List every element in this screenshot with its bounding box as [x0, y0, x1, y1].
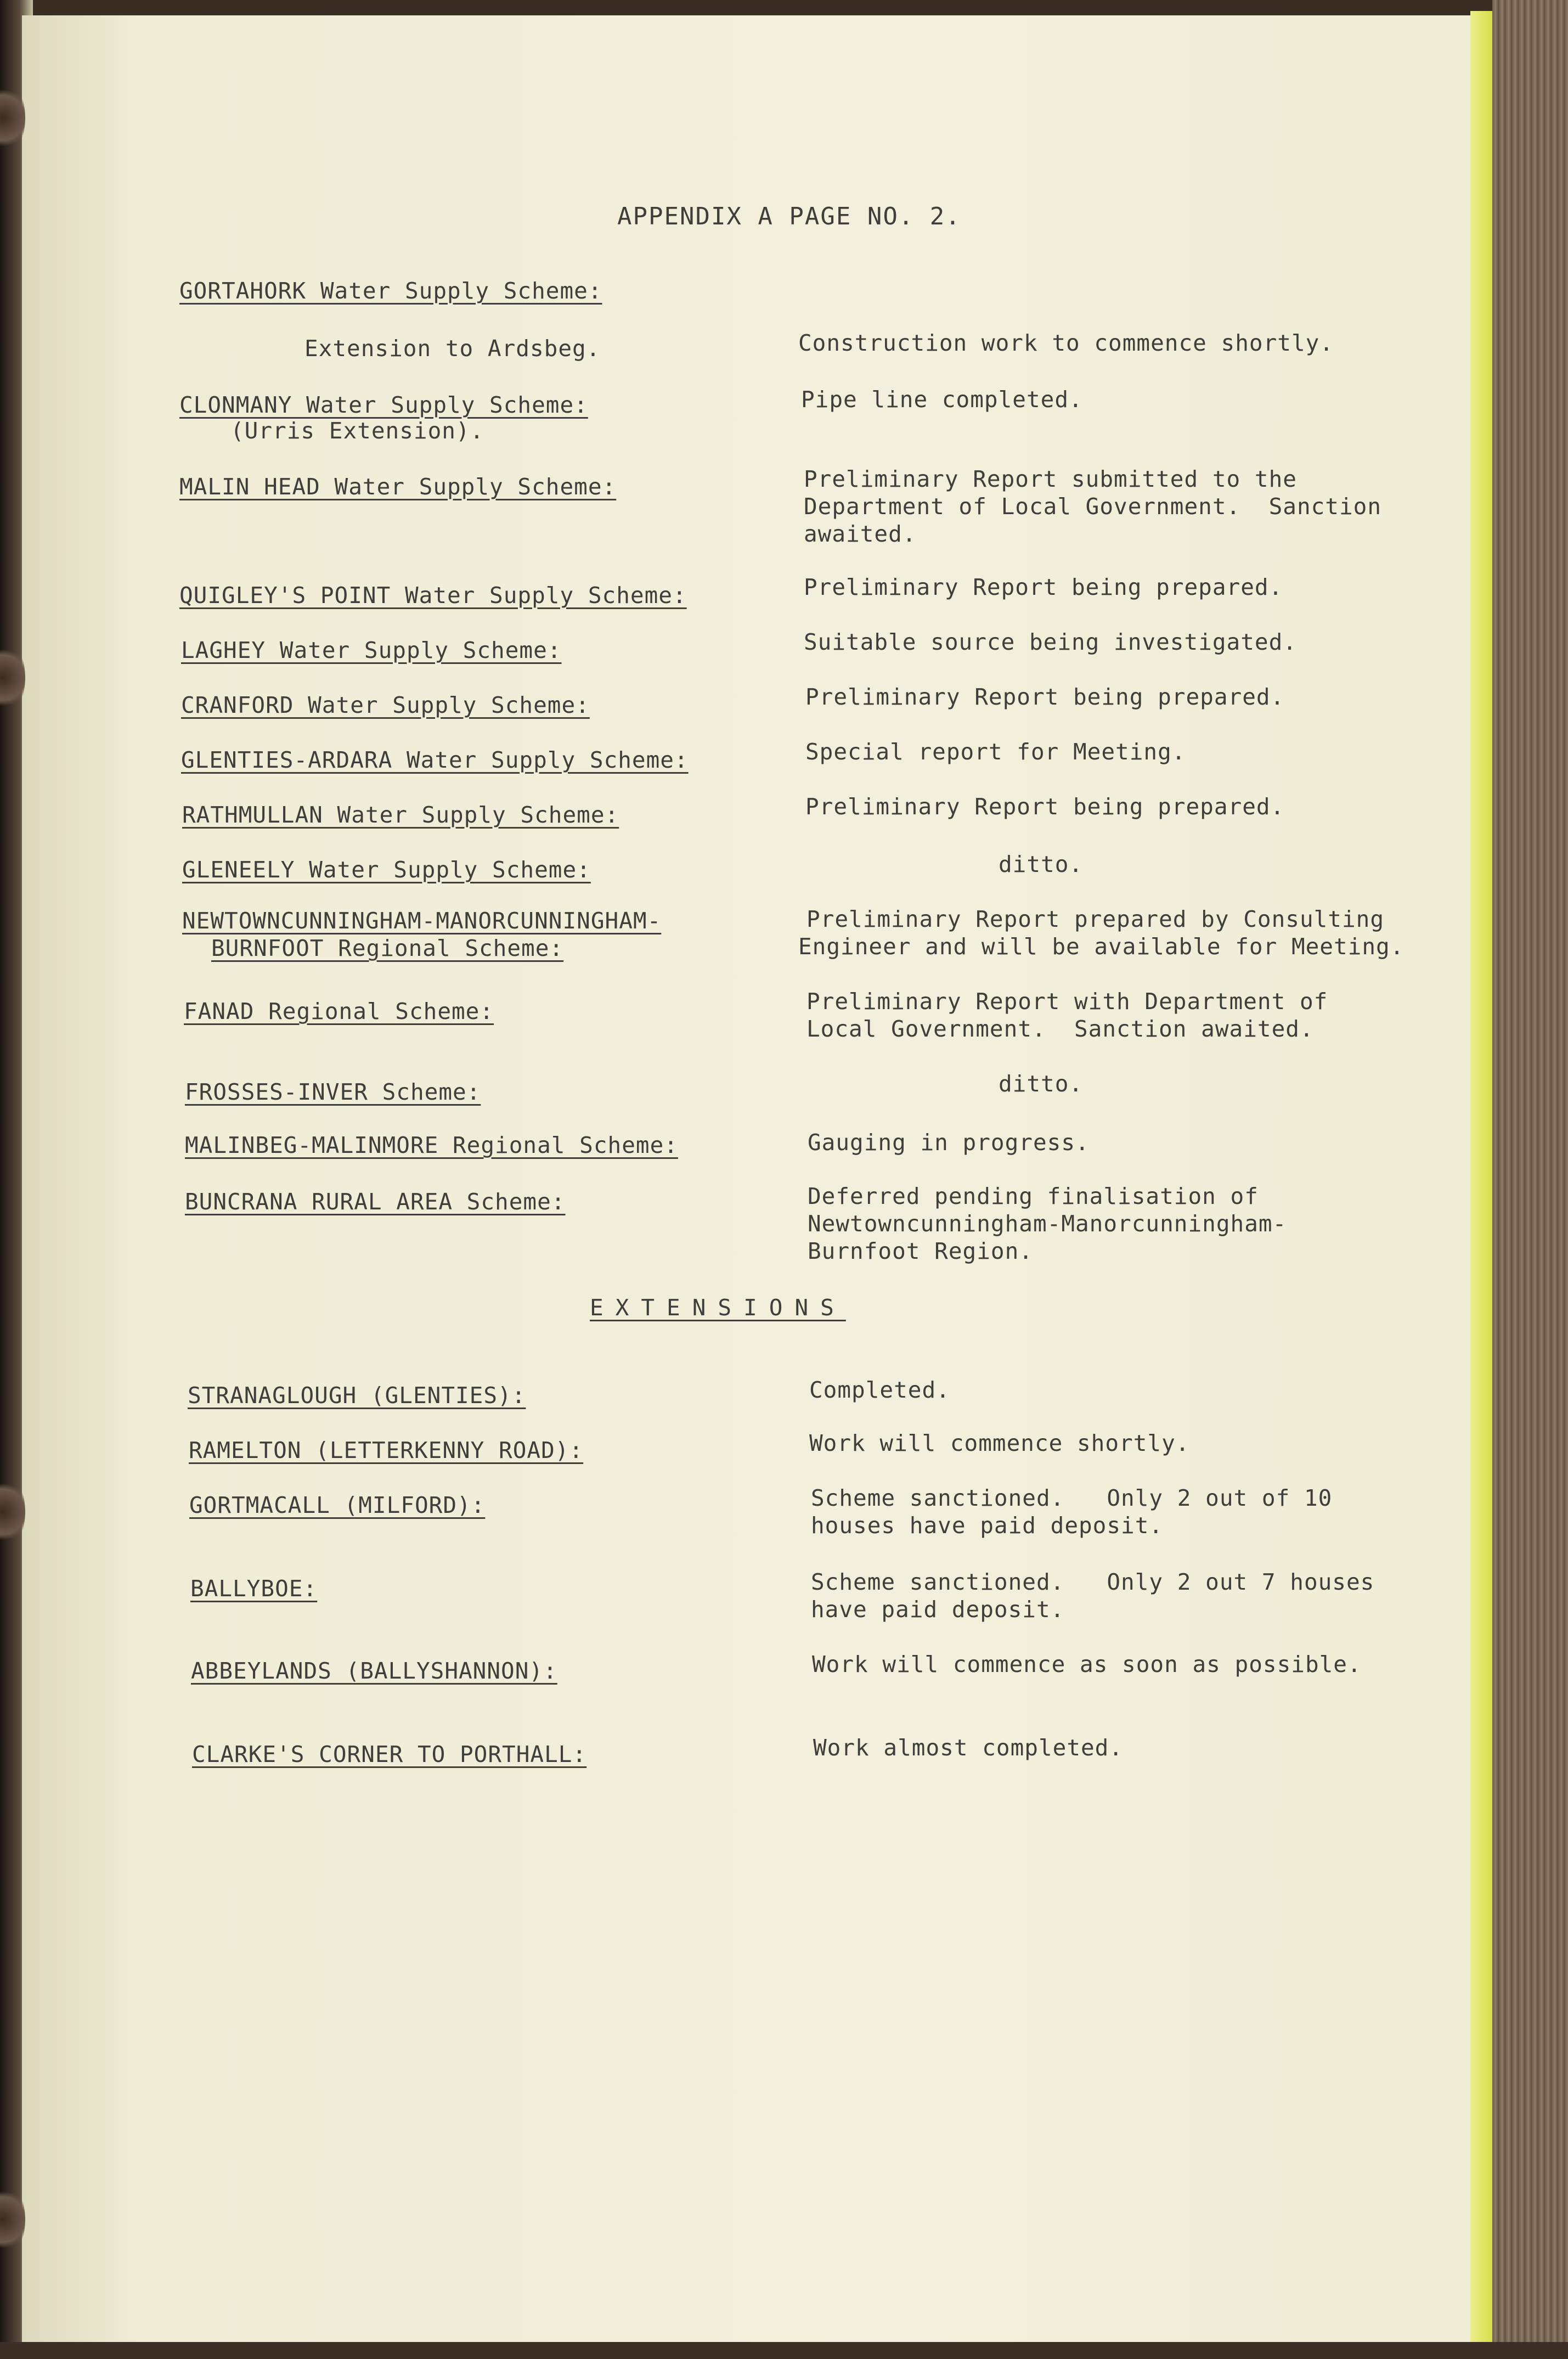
scheme-status: Gauging in progress. — [808, 1129, 1090, 1156]
scheme-status: Preliminary Report being prepared. — [805, 684, 1285, 710]
scheme-name: RATHMULLAN Water Supply Scheme: — [182, 802, 619, 828]
paper-sheet — [22, 15, 1484, 2342]
extension-status: Completed. — [809, 1377, 950, 1403]
scheme-status: Engineer and will be available for Meeting. — [798, 933, 1405, 960]
scheme-status: Burnfoot Region. — [808, 1238, 1033, 1264]
scheme-status: Preliminary Report with Department of — [806, 988, 1328, 1015]
bottom-band — [0, 2342, 1568, 2359]
punch-hole — [0, 648, 25, 708]
scheme-name: MALIN HEAD Water Supply Scheme: — [179, 474, 617, 500]
scheme-status: Preliminary Report being prepared. — [805, 793, 1285, 820]
extension-status: have paid deposit. — [811, 1596, 1065, 1623]
scheme-status: Special report for Meeting. — [805, 739, 1186, 765]
punch-hole — [0, 88, 25, 148]
scheme-name: LAGHEY Water Supply Scheme: — [181, 637, 562, 663]
scheme-status: awaited. — [804, 521, 917, 547]
extensions-heading: EXTENSIONS — [590, 1294, 846, 1321]
extension-name: BALLYBOE: — [190, 1575, 318, 1602]
extension-status: Scheme sanctioned. Only 2 out 7 houses — [811, 1569, 1375, 1595]
page-title: APPENDIX A PAGE NO. 2. — [617, 202, 961, 230]
scheme-name: BUNCRANA RURAL AREA Scheme: — [185, 1189, 566, 1215]
scheme-status: Construction work to commence shortly. — [798, 330, 1334, 356]
scheme-subtitle: Extension to Ardsbeg. — [304, 335, 601, 362]
scheme-name: MALINBEG-MALINMORE Regional Scheme: — [185, 1132, 678, 1158]
scheme-status: Pipe line completed. — [801, 386, 1083, 413]
scheme-status: Preliminary Report submitted to the — [804, 466, 1297, 492]
extension-name: ABBEYLANDS (BALLYSHANNON): — [191, 1658, 557, 1684]
scheme-status: Local Government. Sanction awaited. — [806, 1016, 1314, 1042]
extension-status: Scheme sanctioned. Only 2 out of 10 — [811, 1485, 1333, 1511]
scheme-status: ditto. — [999, 851, 1084, 877]
scheme-status: Suitable source being investigated. — [804, 629, 1297, 655]
scheme-name: FROSSES-INVER Scheme: — [185, 1079, 481, 1105]
punch-hole — [0, 1482, 25, 1542]
scheme-status: Department of Local Government. Sanction — [804, 493, 1382, 520]
extension-name: GORTMACALL (MILFORD): — [189, 1492, 486, 1518]
extension-name: RAMELTON (LETTERKENNY ROAD): — [189, 1437, 584, 1463]
extension-status: Work will commence shortly. — [809, 1430, 1190, 1456]
extension-status: Work almost completed. — [813, 1735, 1124, 1761]
scheme-name: CLONMANY Water Supply Scheme: — [179, 392, 588, 418]
extension-status: Work will commence as soon as possible. — [812, 1651, 1362, 1677]
page-edge — [1470, 11, 1492, 2349]
punch-hole — [0, 2189, 25, 2250]
scheme-subtitle: (Urris Extension). — [230, 418, 484, 444]
scheme-status: Newtowncunningham-Manorcunningham- — [808, 1211, 1287, 1237]
extension-name: STRANAGLOUGH (GLENTIES): — [188, 1382, 526, 1409]
extension-status: houses have paid deposit. — [811, 1512, 1164, 1539]
scheme-status: Deferred pending finalisation of — [808, 1183, 1259, 1209]
scheme-name: NEWTOWNCUNNINGHAM-MANORCUNNINGHAM- — [182, 908, 662, 934]
scheme-status: ditto. — [999, 1071, 1084, 1097]
scheme-name: CRANFORD Water Supply Scheme: — [181, 692, 590, 718]
scheme-name: GORTAHORK Water Supply Scheme: — [179, 278, 602, 304]
scheme-name: FANAD Regional Scheme: — [184, 998, 494, 1024]
scheme-name: GLENTIES-ARDARA Water Supply Scheme: — [181, 747, 689, 773]
extension-name: CLARKE'S CORNER TO PORTHALL: — [192, 1741, 587, 1767]
book-edge — [1492, 0, 1568, 2359]
scheme-name: GLENEELY Water Supply Scheme: — [182, 857, 591, 883]
scheme-subtitle: BURNFOOT Regional Scheme: — [211, 935, 564, 961]
scheme-status: Preliminary Report prepared by Consulting — [806, 906, 1385, 932]
scheme-status: Preliminary Report being prepared. — [804, 574, 1283, 600]
scheme-name: QUIGLEY'S POINT Water Supply Scheme: — [179, 582, 687, 609]
